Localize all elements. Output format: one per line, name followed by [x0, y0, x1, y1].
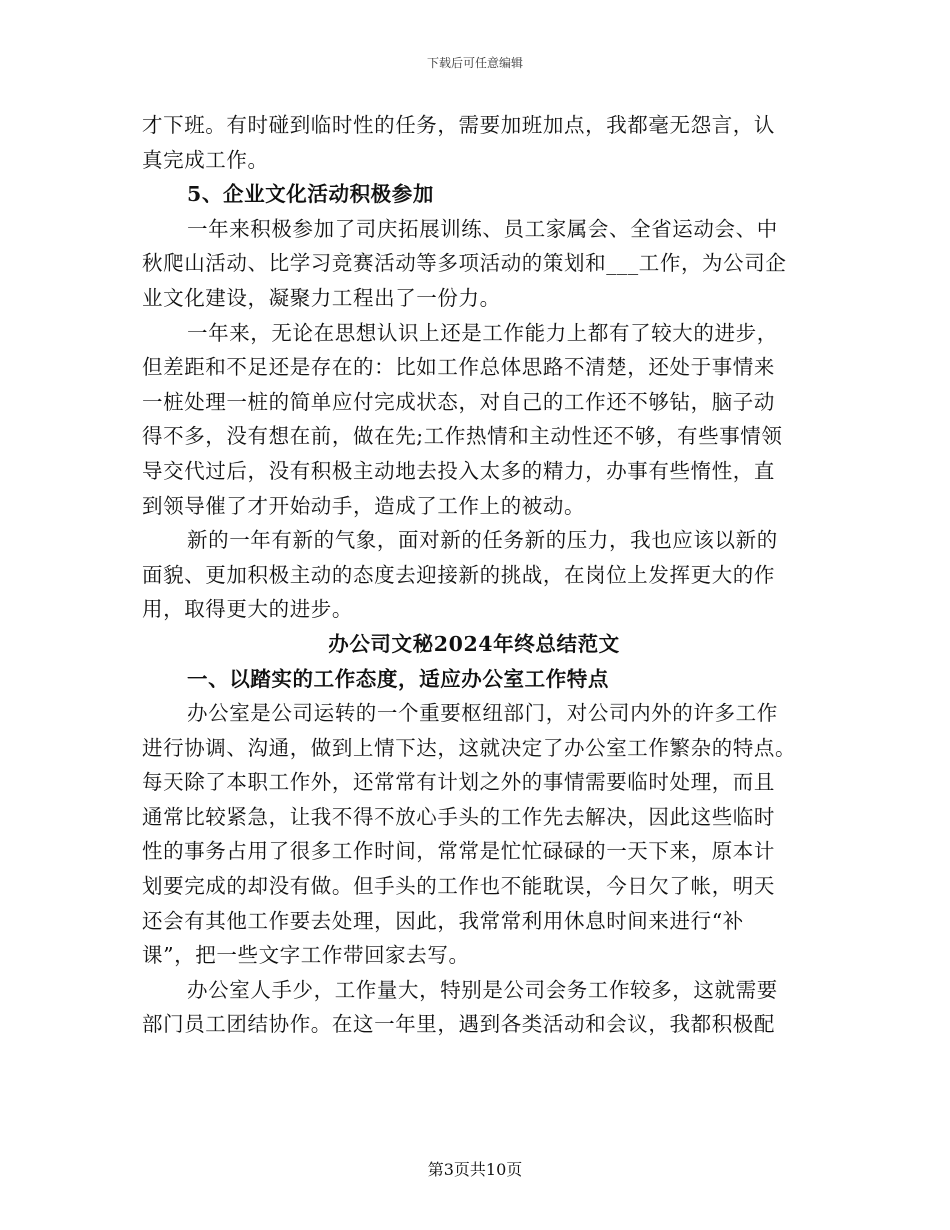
paragraph-line: 划要完成的却没有做。但手头的工作也不能耽误，今日欠了帐，明天 — [142, 874, 775, 899]
paragraph-line: 才下班。有时碰到临时性的任务，需要加班加点，我都毫无怨言，认 — [142, 113, 775, 137]
section-heading: 5、企业文化活动积极参加 — [187, 182, 434, 207]
paragraph-line: 进行协调、沟通，做到上情下达，这就决定了办公室工作繁杂的特点。 — [142, 735, 797, 760]
paragraph-line: 到领导催了才开始动手，造成了工作上的被动。 — [142, 493, 586, 518]
document-body — [142, 108, 806, 1042]
paragraph-line: 部门员工团结协作。在这一年里，遇到各类活动和会议，我都积极配 — [142, 1012, 775, 1037]
paragraph-line: 通常比较紧急，让我不得不放心手头的工作先去解决，因此这些临时 — [142, 804, 775, 829]
paragraph-line: 一年来积极参加了司庆拓展训练、员工家属会、全省运动会、中 — [187, 216, 778, 241]
paragraph-line: 办公室人手少，工作量大，特别是公司会务工作较多，这就需要 — [187, 977, 778, 1002]
document-title: 办公司文秘2024年终总结范文 — [328, 631, 620, 656]
paragraph-line: 导交代过后，没有积极主动地去投入太多的精力，办事有些惰性，直 — [142, 458, 775, 483]
section-heading: 一、以踏实的工作态度，适应办公室工作特点 — [187, 666, 609, 691]
paragraph-line: 办公室是公司运转的一个重要枢纽部门，对公司内外的许多工作 — [187, 701, 778, 726]
paragraph-line: 还会有其他工作要去处理，因此，我常常利用休息时间来进行“补 — [142, 908, 744, 933]
paragraph-line: 得不多，没有想在前，做在先;工作热情和主动性还不够，有些事情领 — [142, 424, 783, 449]
paragraph-line: 真完成工作。 — [142, 147, 269, 172]
paragraph-line: 秋爬山活动、比学习竞赛活动等多项活动的策划和___工作，为公司企 — [142, 251, 787, 276]
paragraph-line: 新的一年有新的气象，面对新的任务新的压力，我也应该以新的 — [187, 528, 778, 553]
paragraph-line: 一年来，无论在思想认识上还是工作能力上都有了较大的进步， — [187, 320, 778, 345]
paragraph-line: 性的事务占用了很多工作时间，常常是忙忙碌碌的一天下来，原本计 — [142, 839, 775, 864]
paragraph-line: 一桩处理一桩的简单应付完成状态，对自己的工作还不够钻，脑子动 — [142, 389, 775, 414]
page-header: 下载后可任意编辑 — [426, 56, 523, 70]
paragraph-line: 面貌、更加积极主动的态度去迎接新的挑战，在岗位上发挥更大的作 — [142, 562, 775, 587]
page-number: 第3页共10页 — [427, 1160, 523, 1179]
paragraph-line: 用，取得更大的进步。 — [142, 597, 353, 622]
paragraph-line: 但差距和不足还是存在的：比如工作总体思路不清楚，还处于事情来 — [142, 355, 775, 380]
paragraph-line: 每天除了本职工作外，还常常有计划之外的事情需要临时处理，而且 — [142, 770, 775, 795]
paragraph-line: 课”，把一些文字工作带回家去写。 — [142, 943, 470, 968]
paragraph-line: 业文化建设，凝聚力工程出了一份力。 — [142, 285, 501, 310]
